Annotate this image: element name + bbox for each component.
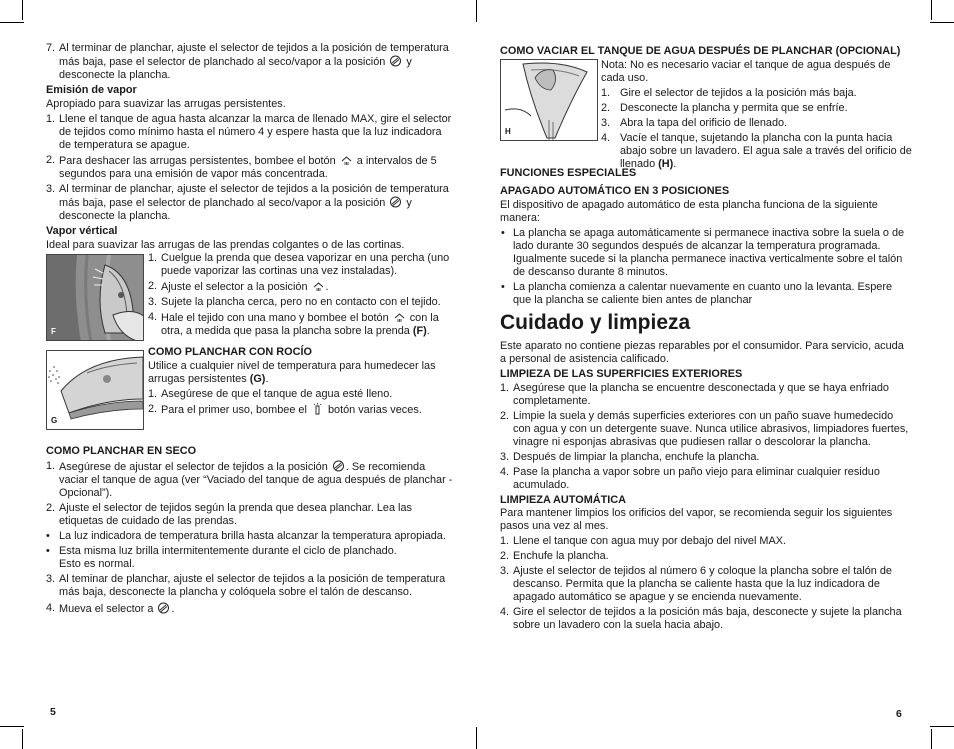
list-item: 3. Al terminar de planchar, ajuste el selector de tejidos a la posición de temperatura más baja, pase el selector de planchado al seco/vapor a la posición y desconecte la plancha.	[46, 183, 449, 222]
crop-mark	[0, 22, 24, 23]
list-item: 2. Para el primer uso, bombee el botón varias veces.	[148, 403, 422, 416]
list-item: 3. Al teminar de planchar, ajuste el selector de tejidos a la posición de temperatura más baja, desconecte la plancha y colóquela sobre el talón de descanso.	[46, 573, 446, 598]
list-item: 1. Asegúrese de que el tanque de agua esté lleno.	[148, 388, 393, 400]
special-functions-heading: FUNCIONES ESPECIALES	[500, 167, 637, 179]
empty-tank-heading: COMO VACIAR EL TANQUE DE AGUA DESPUÉS DE PLANCHAR (OPCIONAL)	[500, 45, 901, 57]
crop-mark	[476, 0, 477, 22]
dry-iron-icon	[157, 602, 170, 614]
list-item: 4. Pase la plancha a vapor sobre un paño viejo para eliminar cualquier residuo acumulado.	[500, 466, 880, 491]
figure-f	[46, 254, 144, 341]
care-intro: Este aparato no contiene piezas reparables por el consumidor. Para servicio, acuda a personal de asistencia calificado.	[500, 340, 904, 365]
list-item: 3. Ajuste el selector de tejidos al número 6 y coloque la plancha sobre el talón de descanso. Permita que la plancha se caliente hasta que la luz indicadora de apagado automático se apague y se encienda nuevamente.	[500, 565, 892, 603]
self-clean-list	[500, 535, 912, 632]
list-item: 4. Hale el tejido con una mano y bombee el botón con la otra, a medida que pasa la plancha sobre la prenda (F).	[148, 311, 439, 337]
crop-mark	[476, 727, 477, 749]
steam-burst-icon	[312, 280, 325, 292]
spray-intro: Utilice a cualquier nivel de temperatura para humedecer las arrugas persistentes (G).	[148, 360, 436, 385]
list-item: 1. Cuelgue la prenda que desea vaporizar en una percha (uno puede vaporizar las cortinas una vez instaladas).	[148, 252, 450, 277]
crop-mark	[0, 726, 24, 727]
figure-g	[46, 350, 144, 430]
care-title: Cuidado y limpieza	[500, 311, 691, 334]
steam-burst-intro: Apropiado para suavizar las arrugas persistentes.	[46, 98, 286, 110]
dry-iron-icon	[389, 196, 402, 208]
spray-list	[148, 388, 456, 417]
figure-h	[500, 59, 598, 141]
list-item: 2. Ajuste el selector a la posición .	[148, 280, 329, 293]
figure-label: F	[51, 327, 56, 336]
list-item: • La plancha se apaga automáticamente si permanece inactiva sobre la suela o de lado durante 30 segundos después de alcanzar la temperatura programada. Igualmente sucede si la plancha permanece inactiva verticalmente sobre el talón de descanso durante 8 minutos.	[501, 227, 905, 278]
steam-burst-list	[46, 113, 456, 223]
auto-off-heading: APAGADO AUTOMÁTICO EN 3 POSICIONES	[500, 185, 730, 197]
crop-mark	[22, 0, 23, 20]
list-item: 1. Llene el tanque con agua muy por debajo del nivel MAX.	[500, 535, 787, 547]
auto-off-intro: El dispositivo de apagado automático de esta plancha funciona de la siguiente manera:	[500, 199, 878, 224]
list-item: 2. Desconecte la plancha y permita que se enfríe.	[601, 102, 848, 114]
list-item: 2. Ajuste el selector de tejidos según la prenda que desea planchar. Lea las etiquetas de cuidado de las prendas.	[46, 502, 412, 527]
list-item: 3. Sujete la plancha cerca, pero no en contacto con el tejido.	[148, 296, 441, 308]
dry-iron-icon	[332, 460, 345, 472]
crop-mark	[931, 729, 932, 749]
figure-label: G	[51, 416, 58, 425]
list-item: 7. Al terminar de planchar, ajuste el selector de tejidos a la posición de temperatura más baja, pase el selector de planchado al seco/vapor a la posición y desconecte la plancha.	[46, 42, 449, 81]
crop-mark	[22, 729, 23, 749]
exterior-heading: LIMPIEZA DE LAS SUPERFICIES EXTERIORES	[500, 368, 743, 380]
dry-iron-icon	[389, 55, 402, 67]
spray-block	[46, 347, 456, 431]
empty-tank-illustration	[501, 60, 598, 141]
empty-tank-block	[500, 59, 912, 170]
empty-tank-list	[601, 87, 912, 171]
self-clean-heading: LIMPIEZA AUTOMÁTICA	[500, 494, 627, 506]
vertical-steam-heading: Vapor vértical	[46, 225, 118, 237]
list-item: • Esta misma luz brilla intermitentemente durante el ciclo de planchado. Esto es normal.	[46, 545, 397, 570]
page-number: 5	[50, 706, 56, 718]
vertical-steam-intro: Ideal para suavizar las arrugas de las prendas colgantes o de las cortinas.	[46, 239, 405, 251]
steam-burst-icon	[393, 311, 406, 323]
exterior-list	[500, 382, 912, 492]
empty-tank-text	[601, 59, 912, 173]
self-clean-intro: Para mantener limpios los orificios del vapor, se recomienda seguir los siguientes pasos una vez al mes.	[500, 507, 893, 532]
list-item: • La luz indicadora de temperatura brilla hasta alcanzar la temperatura apropiada.	[46, 530, 446, 542]
spray-illustration	[47, 351, 144, 430]
dry-ironing-heading: COMO PLANCHAR EN SECO	[46, 445, 197, 457]
list-item: 3. Después de limpiar la plancha, enchufe la plancha.	[500, 451, 760, 463]
list-item: 4. Mueva el selector a .	[46, 602, 175, 615]
list-item: 2. Enchufe la plancha.	[500, 550, 609, 562]
list-item: 1. Gire el selector de tejidos a la posición más baja.	[601, 87, 857, 99]
page-number: 6	[896, 708, 902, 720]
list-item: 2. Limpie la suela y demás superficies exteriores con un paño suave humedecido con agua y con un detergente suave. Nunca utilice abrasivos, limpiadores fuertes, vinagre ni esponjas abrasivas que pudiesen rallar o descolorar la plancha.	[500, 410, 909, 448]
list-item: 1. Asegúrese que la plancha se encuentre desconectada y que se haya enfriado completamente.	[500, 382, 889, 407]
list-item: 3. Abra la tapa del orificio de llenado.	[601, 117, 788, 129]
vertical-steam-block	[46, 254, 456, 344]
list-item: 4. Gire el selector de tejidos a la posición más baja, desconecte y sujete la plancha sobre un lavadero con la suela hacia abajo.	[500, 606, 902, 631]
steam-burst-heading: Emisión de vapor	[46, 84, 137, 96]
list-item: 2. Para deshacer las arrugas persistentes, bombee el botón a intervalos de 5 segundos para una emisión de vapor más concentrada.	[46, 154, 437, 180]
auto-off-list	[500, 227, 912, 307]
spray-text	[148, 346, 456, 419]
vertical-steam-illustration	[47, 255, 144, 341]
step-list	[46, 42, 456, 82]
figure-label: H	[505, 127, 511, 136]
crop-mark	[931, 0, 932, 20]
dry-ironing-list	[46, 460, 456, 616]
steam-burst-icon	[340, 154, 353, 166]
right-page	[500, 45, 912, 634]
list-item: 1. Asegúrese de ajustar el selector de tejidos a la posición . Se recomienda vaciar el tanque de agua (ver “Vaciado del tanque de agua después de planchar - Opcional”).	[46, 460, 453, 499]
list-item: 4. Vacíe el tanque, sujetando la plancha con la punta hacia abajo sobre un lavadero. El agua sale a través del orificio de llenado (H).	[601, 132, 912, 170]
left-page	[46, 42, 456, 618]
vertical-steam-list	[148, 252, 456, 340]
spray-heading: COMO PLANCHAR CON ROCÍO	[148, 346, 312, 358]
crop-mark	[930, 726, 954, 727]
list-item: • La plancha comienza a calentar nuevamente en cuanto uno la levanta. Espere que la plancha se caliente bien antes de planchar	[501, 281, 893, 306]
crop-mark	[930, 22, 954, 23]
spray-icon	[311, 403, 324, 415]
list-item: 1. Llene el tanque de agua hasta alcanzar la marca de llenado MAX, gire el selector de tejidos como mínimo hasta el número 4 y espere hasta que la luz indicadora de temperatura se apague.	[46, 113, 452, 151]
empty-tank-note: Nota: No es necesario vaciar el tanque de agua después de cada uso.	[601, 59, 891, 84]
